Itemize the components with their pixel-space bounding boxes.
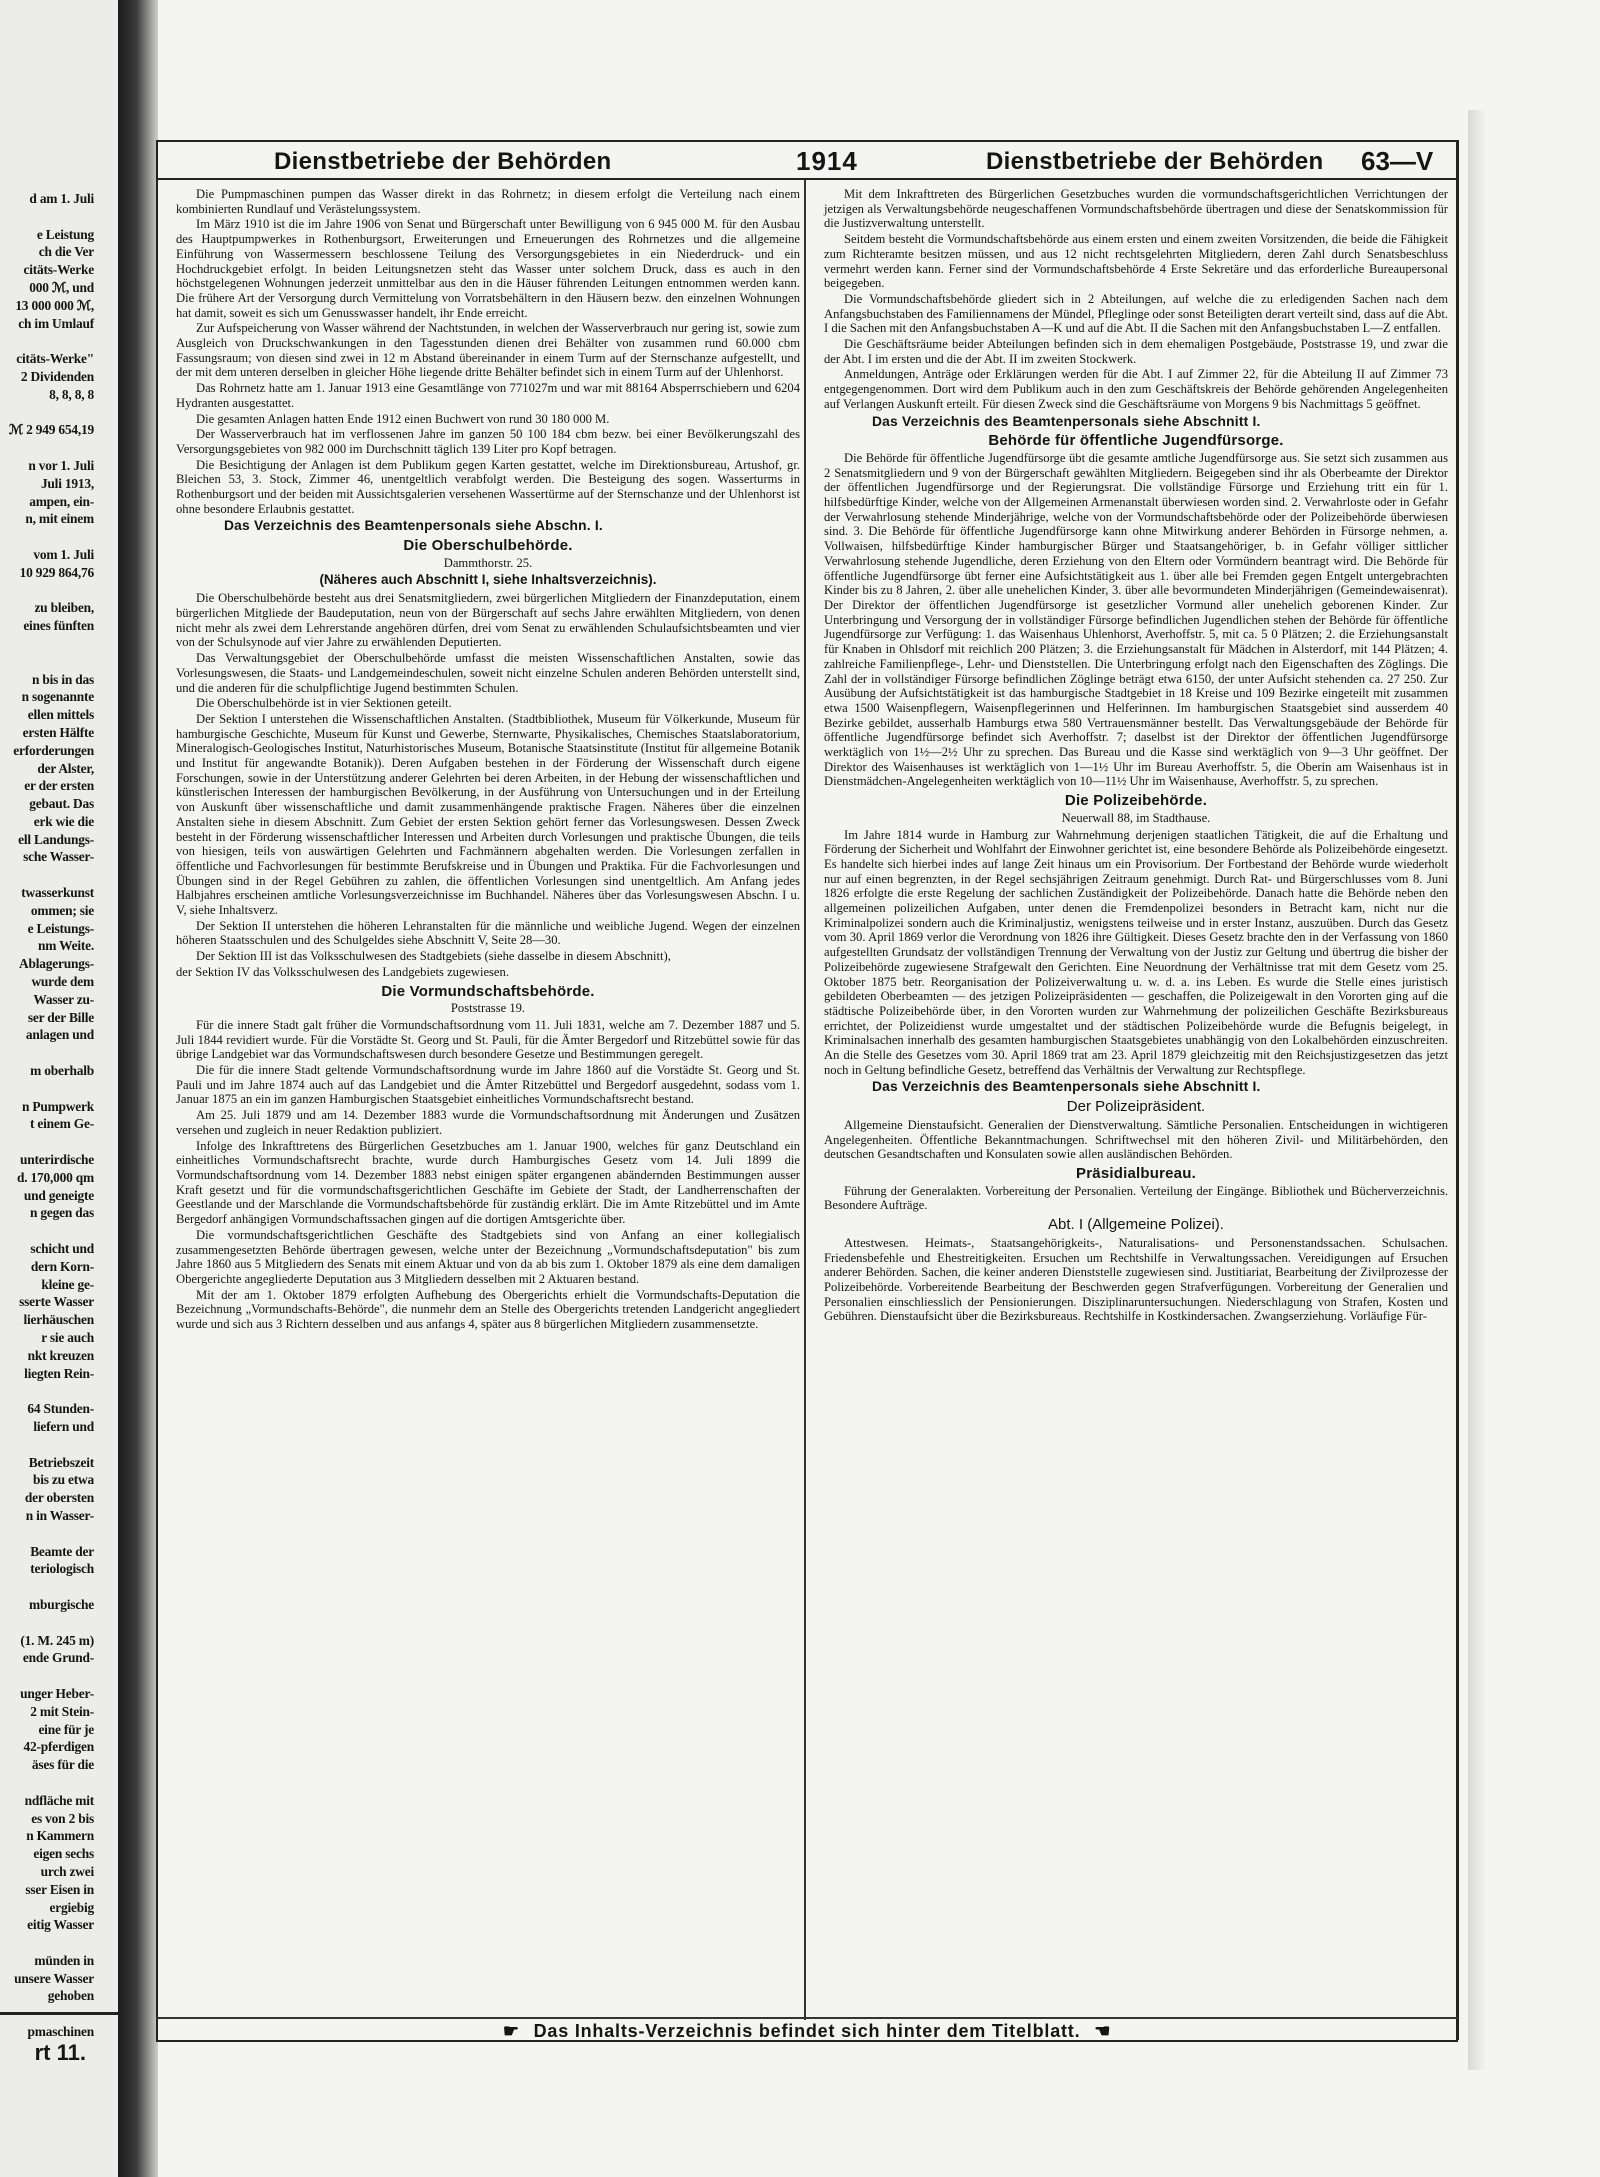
left-fragment-line: n in Wasser- — [25, 1507, 94, 1523]
left-fragment-line: t einem Ge- — [30, 1116, 94, 1132]
section-heading-vormundschaftsbehoerde: Die Vormundschaftsbehörde. — [381, 982, 595, 1000]
left-fragment-line: ch die Ver — [38, 244, 94, 260]
left-fragment-line: und geneigte — [23, 1187, 94, 1203]
running-header — [156, 142, 1458, 178]
left-fragment-line — [0, 1382, 94, 1400]
left-fragment-line: bis zu etwa — [32, 1472, 94, 1488]
left-fragment-line: ersten Hälfte — [22, 724, 94, 740]
paragraph: Für die innere Stadt galt früher die Vormundschaftsordnung vom 11. Juli 1831, welche am 7. Dezember 1887 und 5. Juli 1844 revidiert wurde. Für die Vorstädte St. Georg und St. Pauli, für die Ämter Bergedorf und Ritzebüttel sowie für das übrige Landgebiet war das Vormundschaftswesen durch besondere Gesetze und Bestimmungen geregelt. — [176, 1017, 800, 1062]
paragraph: Das Verwaltungsgebiet der Oberschulbehörde umfasst die meisten Wissenschaftlichen Anstalten, sowie das Vorlesungswesen, die Staats- und Landgemeindeschulen, soweit nicht einzelne Schulen anderen Behörden unterstellt sind, und die anderen für die schulpflichtige Jugend bestimmten Schulen. — [176, 651, 800, 695]
paragraph: Mit der am 1. Oktober 1879 erfolgten Aufhebung des Obergerichts erhielt die Vormundschafts-Deputation die Bezeichnung „Vormundschafts-Behörde", die nunmehr dem an Stelle des Obergerichts tretenden Landgericht angegliedert wurde und sich aus 3 Richtern desselben und aus anfangs 4, später aus 8 bürgerlichen Mitgliedern zusammensetzte. — [176, 1287, 800, 1332]
left-fragment-line — [0, 1667, 94, 1685]
left-fragment-line: e Leistungs- — [27, 920, 94, 936]
paragraph: Der Sektion III ist das Volksschulwesen des Stadtgebiets (siehe dasselbe in diesem Abschnitt), — [196, 949, 671, 964]
left-fragment-line — [0, 1525, 94, 1543]
left-fragment-line: eines fünften — [23, 618, 94, 634]
paragraph: Die gesamten Anlagen hatten Ende 1912 einen Buchwert von rund 30 180 000 M. — [196, 411, 610, 426]
left-fragment-line: anlagen und — [25, 1027, 94, 1043]
paragraph: Das Rohrnetz hatte am 1. Januar 1913 eine Gesamtlänge von 771027m und war mit 88164 Absperrschiebern und 6204 Hydranten ausgestattet. — [176, 381, 800, 410]
left-fragment-line: schicht und — [30, 1241, 94, 1257]
left-fragment-line: Beamte der — [30, 1543, 94, 1559]
paragraph: Anmeldungen, Anträge oder Erklärungen werden für die Abt. I auf Zimmer 22, für die Abteilung II auf Zimmer 73 entgegengenommen. Dort wird dem Publikum auch in den zum Geschäftskreis der Behörde gehörenden Angelegenheiten auf Verlangen Auskunft erteilt. Für diesen Zweck sind die Geschäftsräume von Morgens 9 bis Nachmittags 5 geöffnet. — [824, 367, 1448, 411]
left-fragment-line: citäts-Werke" — [16, 351, 94, 367]
staff-reference-note: Das Verzeichnis des Beamtenpersonals siehe Abschn. I. — [224, 518, 603, 534]
left-fragment-line: münden in — [34, 1952, 94, 1968]
left-fragment-line: urch zwei — [40, 1863, 94, 1879]
left-fragment-line: d am 1. Juli — [29, 191, 94, 206]
footer-text: Das Inhalts-Verzeichnis befindet sich hinter dem Titelblatt. — [533, 2021, 1081, 2041]
left-fragment-line: d. 170,000 qm — [16, 1169, 94, 1185]
left-fragment-line: (1. M. 245 m) — [20, 1632, 94, 1648]
left-fragment-line: unsere Wasser — [14, 1970, 94, 1986]
section-note: (Näheres auch Abschnitt I, siehe Inhaltsverzeichnis). — [319, 571, 657, 587]
pointing-hand-left-icon: ☚ — [1094, 2021, 1112, 2041]
left-fragment-line — [0, 439, 94, 457]
left-fragment-line — [0, 653, 94, 671]
paragraph: Die vormundschaftsgerichtlichen Geschäfte des Stadtgebiets sind von Anfang an einer kollegialisch zusammengesetzten Behörde übertragen gewesen, welche unter der Bezeichnung „Vormundschaftsdeputation" bis zum Jahre 1860 aus 5 Mitgliedern des Senats mit einem Aktuar und von da ab bis zum 1. Oktober 1879 als eine dem damaligen Obergerichte angegliederte Deputation aus 3 Mitgliedern desselben mit 2 Aktuaren bestand. — [176, 1227, 800, 1286]
left-fragment-line — [0, 208, 94, 226]
paragraph: Im März 1910 ist die im Jahre 1906 von Senat und Bürgerschaft unter Bewilligung von 6 945 000 M. für den Ausbau des Hauptpumpwerkes in Rothenburgsort, Erweiterungen und Erneuerungen des Rohrnetzes und die allgemeine Einführung von Wassermessern beschlossene Teilung des Versorgungsgebietes in ein Niederdruck- und ein Hochdruckgebiet erfolgt. In beiden Leitungsnetzen steht das Wasser unter solchem Druck, dass es auch in den höchstgelegenen Wohnungen jederzeit unmittelbar aus den in die Häuser führenden Leitungen entnommen werden kann. Die frühere Art der Versorgung durch Vermittelung von Vorratsbehältern in den Häusern bezw. den einzelnen Wohnungen hat damit, soweit es sich um Genusswasser handelt, ihr Ende erreicht. — [176, 217, 800, 320]
left-page-fragment — [0, 190, 118, 2040]
staff-reference-note: Das Verzeichnis des Beamtenpersonals siehe Abschnitt I. — [872, 413, 1261, 429]
paragraph: Die Besichtigung der Anlagen ist dem Publikum gegen Karten gestattet, welche im Direktionsbureau, Artushof, gr. Bleichen 53, 3. Stock, Zimmer 46, unentgeltlich verabfolgt werden. Die Besteigung des sogen. Wasserturms in Rothenburgsort und der beiden mit Aussichtsgalerien versehenen Wassertürme auf der Sternschanze und der Uhlenhorst ist ohne besondere Erlaubnis gestattet. — [176, 457, 800, 516]
page-number: 63—V — [1361, 146, 1434, 176]
subsection-heading-praesidialbureau: Präsidialbureau. — [1076, 1165, 1196, 1182]
column-divider — [804, 180, 806, 2020]
left-fragment-line: sserte Wasser — [19, 1294, 94, 1310]
page-edge-shadow — [1468, 110, 1486, 2070]
paragraph: Der Sektion II unterstehen die höheren Lehranstalten für die männliche und weibliche Jugend. Wegen der einzelnen höheren Staatsschulen und des Schulgeldes siehe Abschnitt V, Seite 28—30. — [176, 918, 800, 948]
footer-notice — [156, 2021, 1458, 2040]
left-fragment-line: twasserkunst — [21, 885, 94, 901]
paragraph: Attestwesen. Heimats-, Staatsangehörigkeits-, Naturalisations- und Personenstandssachen. Schulsachen. Friedensbefehle und Ehestreitigkeiten. Ersuchen um Rechtshilfe in Verwaltungssachen. Vereidigungen auf Ersuchen anderer Behörden. Sachen, die keiner anderen Dienststelle zugewiesen sind. Justitiariat, Bearbeitung der Zivilprozesse der Polizeibehörde. Vorbereitende Bearbeitung der Beschwerden gegen Strafverfügungen. Vorbereitung der Generalien und Personalien einschliesslich der Pensionierungen. Disziplinaruntersuchungen. Niederschlagung von Strafen, Kosten und Gebühren. Dienstaufsicht über die Bezirksbureaus. Rechtshilfe in Kostkindersachen. Zwangserziehung. Vorläufige Für- — [824, 1235, 1448, 1324]
section-address: Neuerwall 88, im Stadthause. — [1061, 810, 1211, 825]
left-fragment-line — [0, 404, 94, 422]
left-fragment-line: wurde dem — [31, 974, 94, 990]
left-fragment-line: der Alster, — [37, 760, 94, 776]
left-fragment-line: vom 1. Juli — [33, 546, 94, 562]
paragraph: Die Oberschulbehörde besteht aus drei Senatsmitgliedern, zwei bürgerlichen Mitgliedern der Finanzdeputation, einem bürgerlichen Mitgliede der Baudeputation, neun von der Bürgerschaft auf sechs Jahre erwählten Mitgliedern, von denen nicht mehr als zwei dem Lehrerstande angehören dürfen, drei vom Senat zu erwählenden Schulaufsichtsbeamten und vier von der Schulsynode auf vier Jahre zu erwählenden Deputierten. — [176, 591, 800, 650]
left-fragment-line: unger Heber- — [20, 1685, 94, 1701]
footer-rule — [156, 2017, 1458, 2019]
left-fragment-line: ellen mittels — [27, 707, 94, 723]
left-fragment-line: ell Landungs- — [18, 831, 94, 847]
header-title-right: Dienstbetriebe der Behörden — [986, 148, 1324, 175]
left-fragment-line: ommen; sie — [30, 902, 94, 918]
left-fragment-line: e Leistung — [36, 226, 94, 242]
left-fragment-line — [0, 635, 94, 653]
left-fragment-line: n gegen das — [29, 1205, 94, 1221]
paragraph: Die für die innere Stadt geltende Vormundschaftsordnung wurde im Jahre 1860 auf die Vorstädte St. Georg und St. Pauli und im Jahre 1874 auch auf das Landgebiet und die Ämter Ritzebüttel und Bergedorf ausgedehnt, sodass vom 1. Januar 1875 an ein im ganzen Hamburgischen Staatsgebiet einheitliches Vormundschaftsrecht bestand. — [176, 1063, 800, 1107]
left-fragment-line: es von 2 bis — [31, 1810, 94, 1826]
left-fragment-line: n, mit einem — [25, 511, 94, 527]
section-heading-polizeibehoerde: Die Polizeibehörde. — [1064, 792, 1208, 810]
paragraph: Führung der Generalakten. Vorbereitung der Personalien. Verteilung der Eingänge. Bibliothek und Bücherverzeichnis. Besondere Aufträge. — [824, 1183, 1448, 1213]
left-fragment-line: ndfläche mit — [24, 1792, 94, 1808]
left-fragment-line: eigen sechs — [33, 1846, 94, 1862]
left-page-footer-fragment: rt 11. — [34, 2040, 86, 2065]
left-fragment-line: lierhäuschen — [23, 1312, 94, 1328]
subsection-heading-abteilung-1: Abt. I (Allgemeine Polizei). — [1048, 1216, 1224, 1234]
left-fragment-line: dern Korn- — [30, 1258, 94, 1274]
paragraph: Die Pumpmaschinen pumpen das Wasser direkt in das Rohrnetz; in diesem erfolgt die Verteilung nach einem kombinierten Rundlauf und Verästelungssystem. — [176, 187, 800, 216]
left-fragment-line — [0, 1436, 94, 1454]
left-fragment-line: liegten Rein- — [24, 1365, 94, 1381]
left-fragment-line — [0, 1614, 94, 1632]
left-fragment-line: Juli 1913, — [40, 475, 94, 491]
left-fragment-line: pmaschinen — [27, 2024, 94, 2040]
page-sheet — [156, 105, 1468, 2050]
left-fragment-line: n bis in das — [32, 671, 94, 687]
paragraph: Der Sektion I unterstehen die Wissenschaftlichen Anstalten. (Stadtbibliothek, Museum für Völkerkunde, Museum für hamburgische Geschichte, Museum für Kunst und Gewerbe, Sternwarte, Physikalisches, Chemisches Staatslaboratorium, Mineralogisch-Geologisches Institut, Naturhistorisches Museum, Botanische Staatsinstitute (Institut für allgemeine Botanik und Institut für angewandte Botanik)). Deren Aufgaben bestehen in der Förderung der Wissenschaft durch eigene Forschungen, sowie in der Unterstützung anderer Gelehrten bei deren Arbeiten, in der Hebung der wissenschaftlichen und künstlerischen Interessen der hamburgischen Bevölkerung, in der Ausführung von Untersuchungen und in der Erteilung von Auskunft über wissenschaftliche und damit zusammenhängende praktische Fragen. Näheres über die einzelnen Anstalten siehe in diesem Abschnitt. Zum Gebiet der ersten Sektion gehört ferner das Vorlesungswesen. Dessen Zweck besteht in der Förderung wissenschaftlicher Interessen und Arbeiten durch Vorlesungen und praktische Übungen, die teils von hiesigen, teils von auswärtigen Gelehrten und Fachmännern abgehalten werden. Die Vorlesungen zerfallen in öffentliche und Fachvorlesungen für bestimmte Berufskreise und in Übungen und Praktika. Für die Fachvorlesungen und Übungen sind in der Regel Gebühren zu zahlen, die öffentlichen Vorlesungen sind unentgeltlich. Am Anfang jedes Halbjahres erscheinen amtliche Vorlesungsverzeichnisse im Buchhandel. Näheres über das Vorlesungswesen Abschn. I u. V, siehe Inhaltsverz. — [176, 711, 800, 918]
left-fragment-line: ergiebig — [49, 1899, 94, 1915]
left-column — [176, 187, 800, 1333]
subsection-heading-polizeipraesident: Der Polizeipräsident. — [1066, 1098, 1206, 1116]
left-fragment-line: 10 929 864,76 — [19, 564, 94, 580]
left-fragment-line — [0, 582, 94, 600]
left-fragment-line: er der ersten — [24, 778, 94, 794]
paragraph: Mit dem Inkrafttreten des Bürgerlichen Gesetzbuches wurden die vormundschaftsgerichtlichen Verrichtungen der jetzigen als Verwaltungsbehörde neugeschaffenen Vormundschaftsbehörde übertragen und diese der Senatskommission für die Justizverwaltung unterstellt. — [824, 187, 1448, 231]
left-fragment-line: 8, 8, 8, 8 — [49, 386, 94, 402]
paragraph: Die Vormundschaftsbehörde gliedert sich in 2 Abteilungen, auf welche die zu erledigenden Sachen nach dem Anfangsbuchstaben des Familiennamens der Mündel, Pfleglinge oder sonst Beteiligten derart verteilt sind, dass auf die Abt. I die Sachen mit den Anfangsbuchstaben A—K und auf die Abt. II die Sachen mit den Anfangsbuchstaben L—Z entfallen. — [824, 291, 1448, 336]
header-year: 1914 — [796, 146, 858, 176]
left-fragment-line — [0, 1133, 94, 1151]
left-fragment-line: der obersten — [24, 1490, 94, 1506]
left-fragment-line — [0, 332, 94, 350]
left-fragment-line — [0, 1934, 94, 1952]
frame-rule-header — [156, 178, 1458, 180]
left-fragment-line: kleine ge- — [41, 1276, 94, 1292]
paragraph: Seitdem besteht die Vormundschaftsbehörde aus einem ersten und einem zweiten Vorsitzenden, die beide die Fähigkeit zum Richteramte besitzen müssen, und aus 12 nicht rechtsgelehrten Mitgliedern, deren Zahl durch Senatsbeschluss vermehrt werden kann. Ferner sind der Vormundschaftsbehörde 4 Erste Sekretäre und das erforderliche Bureaupersonal beigegeben. — [824, 232, 1448, 291]
left-fragment-line: 2 Dividenden — [20, 368, 94, 384]
paragraph: Die Oberschulbehörde ist in vier Sektionen geteilt. — [196, 696, 452, 711]
section-heading-oberschulbehoerde: Die Oberschulbehörde. — [403, 537, 573, 555]
left-fragment-line — [0, 1774, 94, 1792]
section-address: Dammthorstr. 25. — [443, 555, 533, 570]
section-address: Poststrasse 19. — [450, 1001, 526, 1016]
paragraph: Der Wasserverbrauch hat im verflossenen Jahre im ganzen 50 100 184 cbm bezw. bei einer Bevölkerungszahl des Versorgungsgebietes von 982 000 im Durchschnitt täglich 139 Liter pro Kopf betragen. — [176, 427, 800, 456]
left-fragment-line: n Pumpwerk — [21, 1098, 94, 1114]
left-fragment-line: m oberhalb — [30, 1063, 94, 1079]
paragraph: Infolge des Inkrafttretens des Bürgerlichen Gesetzbuches am 1. Januar 1900, welches für ganz Deutschland ein einheitliches Vormundschaftsrecht brachte, wurde durch Hamburgisches Gesetz vom 14. Juli 1899 die Vormundschaftsordnung vom 14. Dezember 1883 nebst einigen später ergangenen abändernden Bestimmungen ausser Kraft gesetzt und für die vormundschaftsgerichtlichen Geschäfte im Gebiete der Stadt, der Landherrenschaften der Geestlande und der Marschlande die Vormundschaftsbehörde für zuständig erklärt. Die im Amte Ritzebüttel und im Amte Bergedorf anhängigen Vormundschaftssachen gingen auf die dortigen Amtsgerichte über. — [176, 1138, 800, 1227]
left-fragment-line: äses für die — [31, 1757, 94, 1773]
left-fragment-line: Ablagerungs- — [19, 956, 94, 972]
left-fragment-line: gebaut. Das — [29, 796, 94, 812]
left-fragment-line: n sogenannte — [21, 689, 94, 705]
frame-rule-right — [1456, 140, 1459, 2040]
paragraph: der Sektion IV das Volksschulwesen des Landgebiets zugewiesen. — [176, 964, 509, 979]
left-fragment-line: Betriebszeit — [28, 1454, 94, 1470]
left-fragment-line: ampen, ein- — [29, 493, 94, 509]
left-fragment-line — [0, 1044, 94, 1062]
left-fragment-line: gehoben — [47, 1988, 94, 2004]
left-fragment-line: sche Wasser- — [23, 849, 94, 865]
left-fragment-line: nm Weite. — [38, 938, 94, 954]
paragraph: Allgemeine Dienstaufsicht. Generalien der Dienstverwaltung. Sämtliche Personalien. Entscheidungen in wichtigeren Angelegenheiten. Öffentliche Bekanntmachungen. Schriftwechsel mit den höheren Zivil- und Militärbehörden, den deutschen Gesandtschaften und Konsulaten sowie allen ausländischen Behörden. — [824, 1117, 1448, 1162]
paragraph: Die Behörde für öffentliche Jugendfürsorge übt die gesamte amtliche Jugendfürsorge aus. Sie setzt sich zusammen aus 2 Senatsmitgliedern und 9 von der Bürgerschaft gewählten Mitgliedern. Beigegeben sind ihr als Oberbeamte der Direktor der öffentlichen Jugendfürsorge und der Regierungsrat. Die vollständige Fürsorge und Erziehung tritt ein für 1. hilfsbedürftige Kinder, welche von der Allgemeinen Armenanstalt überwiesen worden sind. 2. Verwahrloste oder in Gefahr der Verwahrlosung stehende Minderjährige, welche von der Vormundschaftsbehörde oder der Polizeibehörde überwiesen sind. 3. Die Behörde für öffentliche Jugendfürsorge kann ohne Mitwirkung anderer Behörden in Fürsorge nehmen, a. Vollwaisen, hilfsbedürftige Kinder hamburgischer Bürger und Staatsangehöriger, b. in Gefahr völliger sittlicher Verwahrlosung stehende Jugendliche, deren Erziehung von den Eltern oder Vormündern beantragt wird. Die Behörde für öffentliche Jugendfürsorge übt ferner eine Aufsichtstätigkeit aus 1. über alle bei Fremden gegen Entgelt untergebrachten Kinder bis zu 8 Jahren, 2. über alle unehelichen Kinder, 3. über alle bevormundeten Minderjährigen (Gemeindewaisenrat). Der Direktor der öffentlichen Jugendfürsorge ist gesetzlicher Vormund aller unehelich geborenen Kinder. Zur Unterbringung und Versorgung der in vollständiger Fürsorge befindlichen Jugendlichen stehen der Behörde für öffentliche Jugendfürsorge zur Verfügung: 1. das Waisenhaus Uhlenhorst, Averhoffstr. 5, mit ca. 5 0 Plätzen; 2. die Erziehungsanstalt für Knaben in Ohlsdorf mit reichlich 200 Plätzen; 3. die Erziehungsanstalt für Mädchen in Alsterdorf, mit 144 Plätzen; 4. zahlreiche Familienpflege-, Lehr- und Dienststellen. Die Unterbringung erfolgt nach den Eigenschaften des Zöglings. Die Zahl der in vollständiger Fürsorge befindlichen Zöglinge beträgt etwa 6150, der unter Aufsicht stehenden ca. 27 250. Zur Ausübung der Aufsichtstätigkeit ist das hamburgische Stadtgebiet in 18 Kreise und 109 Bezirke eingeteilt mit zusammen etwa 1500 Waisenpflegern, Waisenpflegerinnen und Helferinnen. Im hamburgischen Staatsgebiet sind ausserdem 40 Bezirke gebildet, ausserhalb Hamburgs etwa 580 Vertrauensmänner bestellt. Das Verwaltungsgebäude der Behörde für öffentliche Jugendfürsorge befindet sich Averhoffstr. 7; daselbst ist der Direktor der öffentlichen Jugendfürsorge werktäglich von 1½—2½ Uhr zu sprechen. Das Bureau und die Kasse sind werktäglich von 9—3 Uhr geöffnet. Der Direktor des Waisenhauses ist werktäglich von 1—1½ Uhr im Bureau Averhoffstr. 5, die Oberin am Waisenhaus ist in Dienstmädchen-Angelegenheiten werktäglich von 10—11½ Uhr im Waisenhause, Averhoffstr. 5, zu sprechen. — [824, 450, 1448, 789]
left-fragment-line: n vor 1. Juli — [28, 457, 94, 473]
left-fragment-line: sser Eisen in — [25, 1881, 94, 1897]
left-fragment-line — [0, 528, 94, 546]
left-fragment-line: eitig Wasser — [27, 1917, 94, 1933]
left-fragment-line: erk wie die — [33, 813, 94, 829]
left-fragment-line: teriologisch — [30, 1561, 94, 1577]
left-fragment-line: 64 Stunden- — [27, 1401, 94, 1417]
left-fragment-line: liefern und — [33, 1418, 94, 1434]
left-fragment-line — [0, 1080, 94, 1098]
left-fragment-line: 42-pferdigen — [23, 1739, 94, 1755]
staff-reference-note: Das Verzeichnis des Beamtenpersonals siehe Abschnitt I. — [872, 1079, 1261, 1095]
left-fragment-line: r sie auch — [41, 1330, 94, 1345]
left-fragment-line: Wasser zu- — [33, 991, 94, 1007]
left-fragment-line: nkt kreuzen — [27, 1347, 94, 1363]
section-heading-jugendfuersorge: Behörde für öffentliche Jugendfürsorge. — [988, 432, 1284, 450]
left-fragment-line: ser der Bille — [27, 1009, 94, 1025]
left-fragment-line: citäts-Werke — [23, 262, 94, 278]
paragraph: Am 25. Juli 1879 und am 14. Dezember 1883 wurde die Vormundschaftsordnung mit Änderungen und Zusätzen versehen und zugleich in neuer Redaktion publiziert. — [176, 1108, 800, 1137]
left-fragment-line: zu bleiben, — [34, 600, 94, 616]
left-fragment-line: unterirdische — [19, 1152, 94, 1168]
paragraph: Im Jahre 1814 wurde in Hamburg zur Wahrnehmung derjenigen staatlichen Tätigkeit, die auf die Erhaltung und Förderung der Sicherheit und Wohlfahrt der Einwohner gerichtet ist, eine besondere Behörde als Polizeibehörde eingesetzt. Es handelte sich hierbei indes auf lange Zeit hinaus um ein Provisorium. Der Fortbestand der Behörde wurde wiederholt nur auf einen begrenzten, in der Regel sechsjährigen Zeitraum genehmigt. Durch Rat- und Bürgerschlusses vom 8. Juni 1826 erfolgte die erste Regelung der sachlichen Zuständigkeit der Polizeibehörde. Danach hatte die Behörde neben den allgemeinen polizeilichen Aufgaben, unter denen die Fremdenpolizei besonders in Betracht kam, nicht nur die Kriminalpolizei sondern auch die Kriminaljustiz, wenigstens teilweise und in erster Instanz, auszuüben. Durch das Gesetz vom 30. April 1869 verlor die Verordnung von 1826 ihre Gültigkeit. Dieses Gesetz brachte den in der Verfassung von 1860 aufgestellten Grundsatz der vollständigen Trennung der Verwaltung von der Justiz zur Geltung und übertrug die bisher der Polizeibehörde zugewiesene Strafgewalt den Gerichten. Eine Neuordnung der Verhältnisse trat mit dem Gesetz vom 25. Oktober 1875 betr. Reorganisation der Polizeiverwaltung u. w. d. a. ins Leben. Es wurde die Stelle eines juristisch gebildeten Oberbeamten — des jetzigen Polizeipräsidenten — geschaffen, die Polizeigewalt in den Vororten ging auf die städtische Polizeibehörde über, in den Vororten wurden zur Wahrnehmung der polizeilichen Geschäfte Bezirksbureaus errichtet, der Polizeidienst wurde umgestaltet und der städtischen Polizeibehörde wurde die Befugnis beigelegt, in Kriminalsachen innerhalb des gesamten hamburgischen Staatsgebietes unabhängig von den Lokalbehörden einzuschreiten. An die Stelle des Gesetzes vom 30. April 1869 trat am 23. April 1879 gleichzeitig mit den Reichsjustizgesetzen das jetzt noch in Geltung befindliche Gesetz, betreffend das Verhältnis der Verwaltung zur Rechtspflege. — [824, 827, 1448, 1077]
left-page-rule — [0, 2012, 118, 2015]
left-fragment-line — [0, 866, 94, 884]
left-fragment-line: eine für je — [38, 1721, 94, 1737]
left-fragment-line: ende Grund- — [22, 1650, 94, 1666]
right-column — [824, 187, 1448, 1325]
left-fragment-line: ch im Umlauf — [18, 315, 94, 331]
frame-rule-left — [156, 140, 158, 2040]
paragraph: Die Geschäftsräume beider Abteilungen befinden sich in dem ehemaligen Postgebäude, Poststrasse 19, und zwar die der Abt. I im ersten und die der Abt. II im zweiten Stockwerk. — [824, 337, 1448, 366]
left-fragment-line — [0, 1222, 94, 1240]
left-fragment-line: 000 ℳ, und — [29, 279, 94, 295]
left-fragment-line: ℳ 2 949 654,19 — [8, 422, 94, 438]
left-fragment-line: n Kammern — [26, 1828, 94, 1844]
left-fragment-line: 2 mit Stein- — [30, 1703, 94, 1719]
left-fragment-line: mburgische — [29, 1596, 94, 1612]
book-gutter-shadow — [118, 0, 158, 2177]
header-title-left: Dienstbetriebe der Behörden — [274, 148, 612, 175]
left-fragment-line — [0, 1578, 94, 1596]
pointing-hand-right-icon: ☛ — [502, 2021, 520, 2041]
paragraph: Zur Aufspeicherung von Wasser während der Nachtstunden, in welchen der Wasserverbrauch nur gering ist, sowie zum Ausgleich von Druckschwankungen in den Tagesstunden dienen drei Behälter von zusammen rund 60.000 cbm Fassungsraum; von diesen sind zwei in 12 m Abstand übereinander in einem Turm auf der Sternschanze aufgestellt, und der mit dem unteren derselben in gleicher Höhe liegende dritte Behälter befindet sich in einem Turm auf der Uhlenhorst. — [176, 321, 800, 380]
left-fragment-line: erforderungen — [13, 742, 94, 758]
left-fragment-line: 13 000 000 ℳ, — [15, 297, 94, 313]
